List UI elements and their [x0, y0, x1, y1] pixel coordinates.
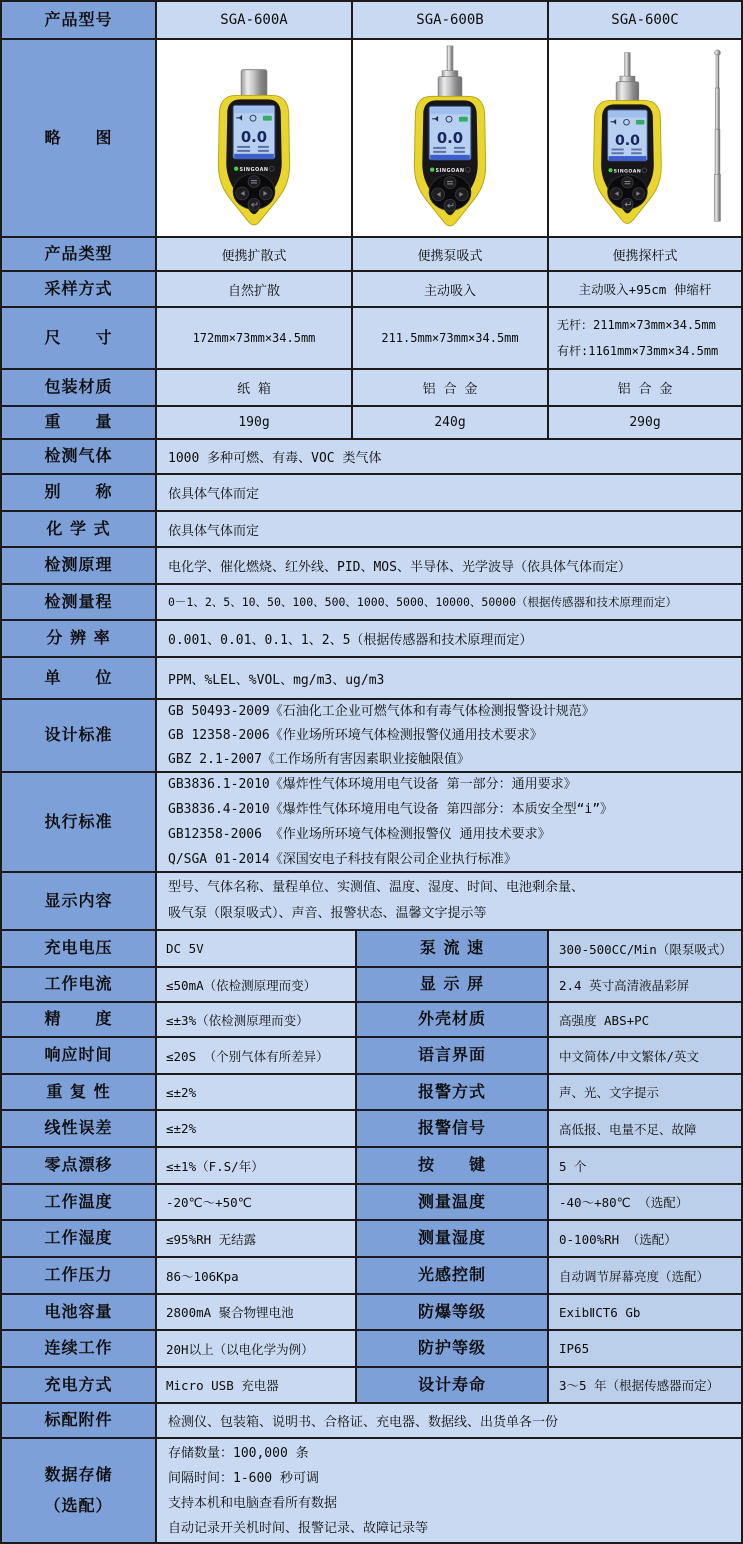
row-display-content: [2, 873, 743, 931]
row-label: 测量温度: [357, 1185, 549, 1221]
row-formula: [2, 512, 743, 548]
storage-line: 间隔时间：1-600 秒可调: [168, 1470, 319, 1486]
row-label: 防爆等级: [357, 1295, 549, 1331]
spec-value: 1000 多种可燃、有毒、VOC 类气体: [157, 440, 743, 475]
row-label: 工作湿度: [2, 1221, 157, 1258]
spec-value: [549, 308, 743, 370]
spec-value: ≤±1%（F.S/年）: [157, 1148, 357, 1185]
spec-value: 0－1、2、5、10、50、100、500、1000、5000、10000、50000（根据传感器和技术原理而定）: [157, 585, 743, 621]
enter-button: [622, 198, 633, 209]
pair-row-2: [2, 1003, 743, 1038]
menu-button: [248, 176, 260, 188]
row-label: 线性误差: [2, 1111, 157, 1148]
device-photo-sga-600b: [353, 41, 547, 235]
battery-icon: [636, 120, 644, 125]
pair-row-10: [2, 1295, 743, 1331]
pair-row-5: [2, 1111, 743, 1148]
spec-value: 自然扩散: [157, 272, 353, 308]
dimension-line: 有杆:1161mm×73mm×34.5mm: [557, 344, 719, 358]
row-label: 采样方式: [2, 272, 157, 308]
row-label: 零点漂移: [2, 1148, 157, 1185]
battery-icon: [263, 116, 272, 121]
row-label: 报警方式: [357, 1075, 549, 1111]
model-name-c: SGA-600C: [549, 2, 743, 40]
row-label: 按 键: [357, 1148, 549, 1185]
spec-value: 依具体气体而定: [157, 475, 743, 512]
row-unit: [2, 658, 743, 700]
pair-row-0: [2, 931, 743, 968]
storage-line: 存储数量：100,000 条: [168, 1445, 309, 1461]
row-label: 尺 寸: [2, 308, 157, 370]
spec-value: 172mm×73mm×34.5mm: [157, 308, 353, 370]
pair-row-7: [2, 1185, 743, 1221]
row-product-type: [2, 238, 743, 272]
spec-value: [157, 873, 743, 931]
row-label: 单 位: [2, 658, 157, 700]
row-data-storage: [2, 1439, 743, 1544]
menu-button: [444, 177, 456, 189]
spec-value: 纸 箱: [157, 370, 353, 407]
brand-label: SINGOAN: [239, 167, 269, 174]
row-label: 包装材质: [2, 370, 157, 407]
probe-rod: [447, 46, 453, 72]
row-label-line: 数据存储: [44, 1465, 113, 1485]
row-accessories: [2, 1404, 743, 1439]
row-range: [2, 585, 743, 621]
pair-row-11: [2, 1331, 743, 1368]
storage-line: 自动记录开关机时间、报警记录、故障记录等: [168, 1520, 429, 1536]
row-label: 精 度: [2, 1003, 157, 1038]
sensor-cap: [616, 82, 639, 103]
display-line: 型号、气体名称、量程单位、实测值、温度、湿度、时间、电池剩余量、: [168, 880, 585, 895]
photo-cell-a: [157, 40, 353, 238]
row-dimensions: [2, 308, 743, 370]
pair-row-3: [2, 1038, 743, 1075]
spec-value: 铝 合 金: [549, 370, 743, 407]
row-label: 防护等级: [357, 1331, 549, 1368]
row-label: 检测量程: [2, 585, 157, 621]
spec-value: [157, 773, 743, 873]
pair-row-6: [2, 1148, 743, 1185]
row-label: 设计标准: [2, 700, 157, 773]
row-label: 响应时间: [2, 1038, 157, 1075]
row-label: 充电电压: [2, 931, 157, 968]
spec-value: 声、光、文字提示: [549, 1075, 743, 1111]
pair-row-1: [2, 968, 743, 1003]
row-label: 工作温度: [2, 1185, 157, 1221]
spec-value: 190g: [157, 407, 353, 440]
row-weight: [2, 407, 743, 440]
spec-value: ≤±2%: [157, 1111, 357, 1148]
spec-value: IP65: [549, 1331, 743, 1368]
row-label: 外壳材质: [357, 1003, 549, 1038]
row-label: 标配附件: [2, 1404, 157, 1439]
spec-value: 高低报、电量不足、故障: [549, 1111, 743, 1148]
row-label: 电池容量: [2, 1295, 157, 1331]
row-label: 泵 流 速: [357, 931, 549, 968]
spec-value: [157, 1439, 743, 1544]
row-label: 别 称: [2, 475, 157, 512]
spec-value: ≤50mA（依检测原理而变）: [157, 968, 357, 1003]
spec-value: 便携泵吸式: [353, 238, 549, 272]
photo-cell-b: [353, 40, 549, 238]
spec-value: DC 5V: [157, 931, 357, 968]
spec-value: PPM、%LEL、%VOL、mg/m3、ug/m3: [157, 658, 743, 700]
screen-reading: 0.0: [240, 128, 268, 146]
spec-value: 电化学、催化燃烧、红外线、PID、MOS、半导体、光学波导（依具体气体而定）: [157, 548, 743, 585]
spec-value: 主动吸入+95cm 伸缩杆: [549, 272, 743, 308]
photo-cell-c: [549, 40, 743, 238]
spec-value: 211.5mm×73mm×34.5mm: [353, 308, 549, 370]
telescopic-rod: [715, 50, 721, 221]
screen-reading: 0.0: [436, 129, 464, 147]
battery-icon: [459, 117, 468, 122]
spec-value: 5 个: [549, 1148, 743, 1185]
row-detect-gas: [2, 440, 743, 475]
spec-value: ≤20S （个别气体有所差异）: [157, 1038, 357, 1075]
row-exec-standard: [2, 773, 743, 873]
status-led: [234, 167, 238, 171]
standard-line: GB12358-2006 《作业场所环境气体检测报警仪 通用技术要求》: [168, 827, 551, 842]
screen-reading: 0.0: [614, 132, 640, 149]
spec-value: Micro USB 充电器: [157, 1368, 357, 1404]
spec-value: -40～+80℃ （选配）: [549, 1185, 743, 1221]
row-principle: [2, 548, 743, 585]
row-label: 产品类型: [2, 238, 157, 272]
spec-value: [157, 700, 743, 773]
row-label-model: 产品型号: [2, 2, 157, 40]
model-name-b: SGA-600B: [353, 2, 549, 40]
row-resolution: [2, 621, 743, 658]
spec-value: 铝 合 金: [353, 370, 549, 407]
model-name-a: SGA-600A: [157, 2, 353, 40]
status-led: [608, 168, 612, 172]
pair-row-9: [2, 1258, 743, 1295]
probe-rod: [625, 53, 631, 77]
spec-value: 自动调节屏幕亮度（选配）: [549, 1258, 743, 1295]
row-design-standard: [2, 700, 743, 773]
enter-button: [248, 198, 260, 210]
spec-value: ExibⅡCT6 Gb: [549, 1295, 743, 1331]
pair-row-12: [2, 1368, 743, 1404]
header-row: [2, 2, 743, 40]
standard-line: GBZ 2.1-2007《工作场所有害因素职业接触限值》: [168, 751, 470, 767]
brand-label: SINGOAN: [435, 168, 465, 175]
row-label: 检测原理: [2, 548, 157, 585]
status-led: [430, 167, 434, 171]
sketch-row: [2, 40, 743, 238]
spec-value: 便携扩散式: [157, 238, 353, 272]
spec-value: 86～106Kpa: [157, 1258, 357, 1295]
spec-value: 便携探杆式: [549, 238, 743, 272]
row-label: 化 学 式: [2, 512, 157, 548]
row-label: 工作压力: [2, 1258, 157, 1295]
spec-value: ≤±2%: [157, 1075, 357, 1111]
spec-value: 主动吸入: [353, 272, 549, 308]
row-alias: [2, 475, 743, 512]
spec-value: 290g: [549, 407, 743, 440]
spec-value: 300-500CC/Min（限泵吸式）: [549, 931, 743, 968]
spec-value: 0.001、0.01、0.1、1、2、5（根据传感器和技术原理而定）: [157, 621, 743, 658]
row-label: 测量湿度: [357, 1221, 549, 1258]
spec-value: 中文简体/中文繁体/英文: [549, 1038, 743, 1075]
standard-line: GB3836.4-2010《爆炸性气体环境用电气设备 第四部分：本质安全型“i”》: [168, 802, 614, 817]
standard-line: GB 50493-2009《石油化工企业可燃气体和有毒气体检测报警设计规范》: [168, 703, 595, 719]
row-packing: [2, 370, 743, 407]
row-label: 光感控制: [357, 1258, 549, 1295]
row-label: 报警信号: [357, 1111, 549, 1148]
spec-value: 240g: [353, 407, 549, 440]
standard-line: Q/SGA 01-2014《深国安电子科技有限公司企业执行标准》: [168, 852, 517, 867]
spec-value: ≤95%RH 无结露: [157, 1221, 357, 1258]
dimension-line: 无杆：211mm×73mm×34.5mm: [557, 318, 716, 332]
spec-value: 高强度 ABS+PC: [549, 1003, 743, 1038]
device-photo-sga-600c: [549, 41, 741, 235]
spec-value: 20H以上（以电化学为例）: [157, 1331, 357, 1368]
row-label: 显示内容: [2, 873, 157, 931]
row-label: 重 量: [2, 407, 157, 440]
spec-value: 2.4 英寸高清液晶彩屏: [549, 968, 743, 1003]
spec-value: 依具体气体而定: [157, 512, 743, 548]
standard-line: GB 12358-2006《作业场所环境气体检测报警仪通用技术要求》: [168, 727, 543, 743]
menu-button: [622, 177, 633, 188]
spec-value: 0-100%RH （选配）: [549, 1221, 743, 1258]
device-photo-sga-600a: [157, 41, 351, 235]
pair-row-4: [2, 1075, 743, 1111]
row-label: 充电方式: [2, 1368, 157, 1404]
row-label: 重 复 性: [2, 1075, 157, 1111]
spec-value: 检测仪、包装箱、说明书、合格证、充电器、数据线、出货单各一份: [157, 1404, 743, 1439]
display-line: 吸气泵（限泵吸式）、声音、报警状态、温馨文字提示等: [168, 906, 487, 921]
storage-line: 支持本机和电脑查看所有数据: [168, 1495, 338, 1511]
spec-value: 2800mA 聚合物锂电池: [157, 1295, 357, 1331]
spec-value: ≤±3%（依检测原理而变）: [157, 1003, 357, 1038]
row-label: 工作电流: [2, 968, 157, 1003]
sensor-cap: [438, 77, 462, 99]
brand-label: SINGOAN: [613, 169, 642, 175]
pair-row-8: [2, 1221, 743, 1258]
spec-value: -20℃～+50℃: [157, 1185, 357, 1221]
row-label: 语言界面: [357, 1038, 549, 1075]
spec-value: 3～5 年（根据传感器而定）: [549, 1368, 743, 1404]
row-sampling: [2, 272, 743, 308]
row-label: 检测气体: [2, 440, 157, 475]
row-label-line: （选配）: [44, 1495, 113, 1515]
row-label: 执行标准: [2, 773, 157, 873]
row-label: 分 辨 率: [2, 621, 157, 658]
standard-line: GB3836.1-2010《爆炸性气体环境用电气设备 第一部分：通用要求》: [168, 777, 577, 792]
row-label: 显 示 屏: [357, 968, 549, 1003]
row-label-sketch: 略 图: [2, 40, 157, 238]
row-label: 连续工作: [2, 1331, 157, 1368]
row-label: [2, 1439, 157, 1544]
row-label: 设计寿命: [357, 1368, 549, 1404]
